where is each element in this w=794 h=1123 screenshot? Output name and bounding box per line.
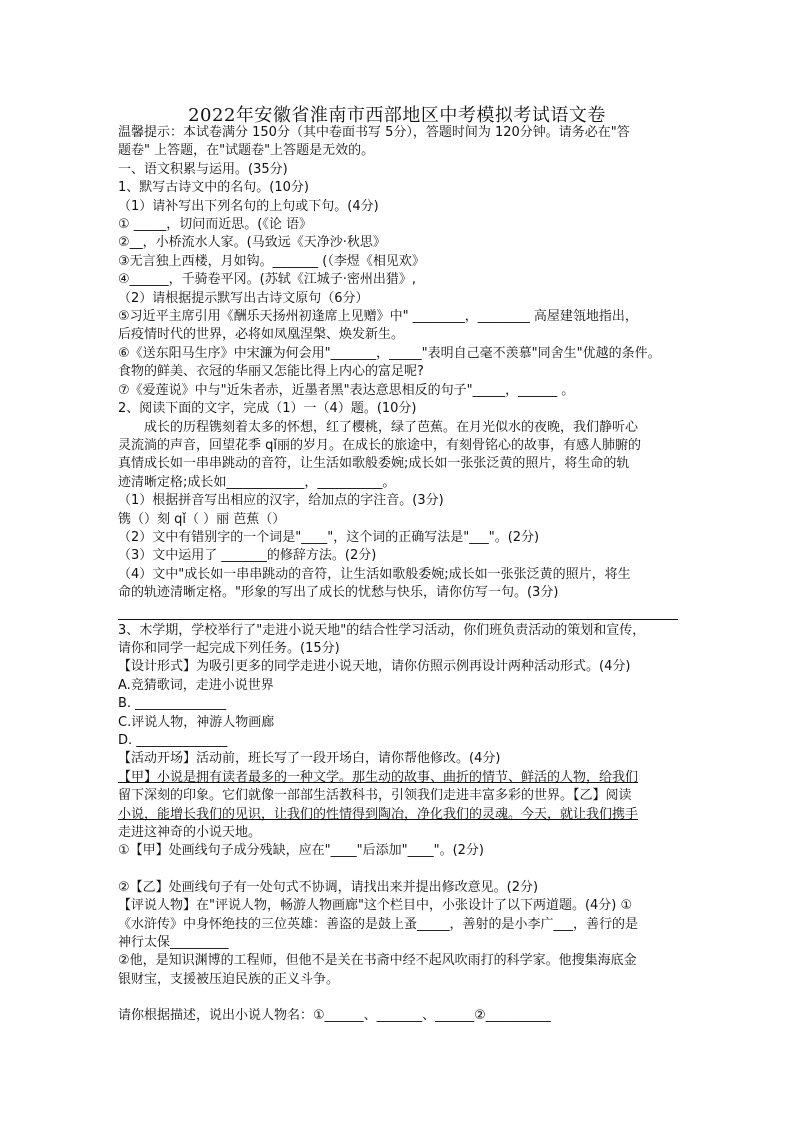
text-line: ④______，千骑卷平冈。(苏轼《江城子·密州出猎》,	[118, 272, 416, 288]
text-line: 题卷" 上答题，在"试题卷"上答题是无效的。	[118, 143, 375, 159]
text-line: A.竞猜歌词，走进小说世界	[118, 677, 274, 693]
text-line: ⑥《送东阳马生序》中宋濂为何会用"_______，_____"表明自己毫不羡慕"同舍生"优越的条件。	[118, 345, 661, 361]
text-line: ②他，是知识渊博的工程师，但他不是关在书斋中经不起风吹雨打的科学家。他搜集海底金	[118, 953, 637, 969]
text-line: 请你和同学一起完成下列任务。(15分)	[118, 640, 340, 656]
text-line: （3）文中运用了 _______的修辞方法。(2分)	[118, 548, 377, 564]
passage-line: 成长的历程镌刻着太多的怀想，红了樱桃，绿了芭蕉。在月光似水的夜晚，我们静听心	[144, 419, 639, 435]
text-line: 【活动开场】活动前，班长写了一段开场白，请你帮他修改。(4分)	[118, 751, 501, 767]
passage-line: 【甲】小说是拥有读者最多的一种文学。那生动的故事、曲折的情节、鲜活的人物，给我们	[118, 769, 639, 785]
text-line: ②【乙】处画线句子有一处句式不协调，请找出来并提出修改意见。(2分)	[118, 879, 539, 895]
text-line: C.评说人物，神游人物画廊	[118, 714, 275, 730]
text-line: ②__，小桥流水人家。(马致远《天净沙·秋思》	[118, 235, 386, 251]
text-line: D. ______________	[118, 733, 228, 748]
text-line: ⑤习近平主席引用《酬乐天扬州初逢席上见赠》中" ________，________ 高屋建瓴地指出，	[118, 309, 638, 325]
text-line: （4）文中"成长如一串串跳动的音符，让生活如歌般委婉;成长如一张张泛黄的照片，将生	[118, 566, 631, 582]
text-line: 【评说人物】在"评说人物，畅游人物画廊"这个栏目中，小张设计了以下两道题。(4分) ①	[118, 898, 633, 914]
passage-line: 留下深刻的印象。它们就像一部部生活教科书，引领我们走进丰富多彩的世界。【乙】阅读	[118, 788, 632, 804]
text-line: ⑦《爱莲说》中与"近朱者赤，近墨者黑"表达意思相反的句子"_____，______ 。	[118, 382, 575, 398]
passage-line: 灵流淌的声音，回望花季 qǐ丽的岁月。在成长的旅途中，有刻骨铭心的故事，有感人肺腑的	[118, 437, 641, 453]
text-line: 神行太保_________	[118, 935, 229, 951]
passage-line: 走进这神奇的小说天地。	[118, 825, 262, 841]
text-line: （1）根据拼音写出相应的汉字，给加点的字注音。(3分)	[118, 493, 444, 509]
answer-line[interactable]	[118, 603, 678, 620]
text-line: （2）文中有错别字的一个词是"____"，这个词的正确写法是"___"。(2分)	[118, 529, 540, 545]
question-heading: 2、阅读下面的文字，完成（1）一（4）题。(10分)	[118, 401, 417, 417]
spacer	[118, 989, 686, 1007]
text-line: ③无言独上西楼，月如钩。_______ (（李煜《相见欢》	[118, 253, 425, 269]
passage-line: 小说，能增长我们的见识，让我们的性情得到陶冶，净化我们的灵魂。今天，就让我们携手	[118, 806, 639, 822]
exam-body	[118, 124, 686, 1026]
text-line: （1）请补写出下列名句的上句或下句。(4分)	[118, 198, 379, 214]
text-line: 银财宝，支援被压迫民族的正义斗争。	[118, 971, 340, 987]
passage-line: 迹清晰定格;成长如____________，__________。	[118, 474, 396, 490]
text-line: B. ______________	[118, 696, 227, 712]
text-line: 温馨提示：本试卷满分 150分（其中卷面书写 5分），答题时间为 120分钟。请务必在"答	[118, 125, 630, 140]
question-heading: 3、木学期，学校举行了"走进小说天地"的结合性学习活动，你们班负责活动的策划和宣传，	[118, 622, 646, 638]
page-title: 2022年安徽省淮南市西部地区中考模拟考试语文卷	[188, 105, 606, 126]
section-heading: 一、语文积累与运用。(35分)	[118, 161, 288, 177]
text-line: （2）请根据提示默写出古诗文原句（6分）	[118, 290, 369, 306]
text-line: 《水浒传》中身怀绝技的三位英雄：善盗的是鼓上蚤_____，善射的是小李广___，善行的是	[118, 916, 639, 932]
question-heading: 1、默写古诗文中的名句。(10分)	[118, 180, 309, 196]
text-line: 命的轨迹清晰定格。"形象的写出了成长的忧愁与快乐，请你仿写一句。(3分)	[118, 585, 559, 601]
text-line: 请你根据描述，说出小说人物名：①______、_______、______②__________	[118, 1008, 551, 1024]
text-line: 镌（）刻 qǐ（ ）丽 芭蕉（）	[118, 511, 286, 527]
text-line: ① _____，切问而近思。(《论 语》	[118, 217, 312, 233]
spacer	[118, 861, 686, 879]
text-line: 后疫情时代的世界，必将如凤凰涅槃、焕发新生。	[118, 327, 405, 343]
text-line: ①【甲】处画线句子成分残缺，应在"____"后添加"____"。(2分)	[118, 843, 484, 859]
passage-line: 真情成长如一串串跳动的音符，让生活如歌般委婉;成长如一张张泛黄的照片，将生命的轨	[118, 456, 630, 472]
text-line: 【设计形式】为吸引更多的同学走进小说天地，请你仿照示例再设计两种活动形式。(4分)	[118, 659, 631, 675]
text-line: 食物的鲜美、衣冠的华丽又怎能比得上内心的富足呢?	[118, 364, 424, 380]
